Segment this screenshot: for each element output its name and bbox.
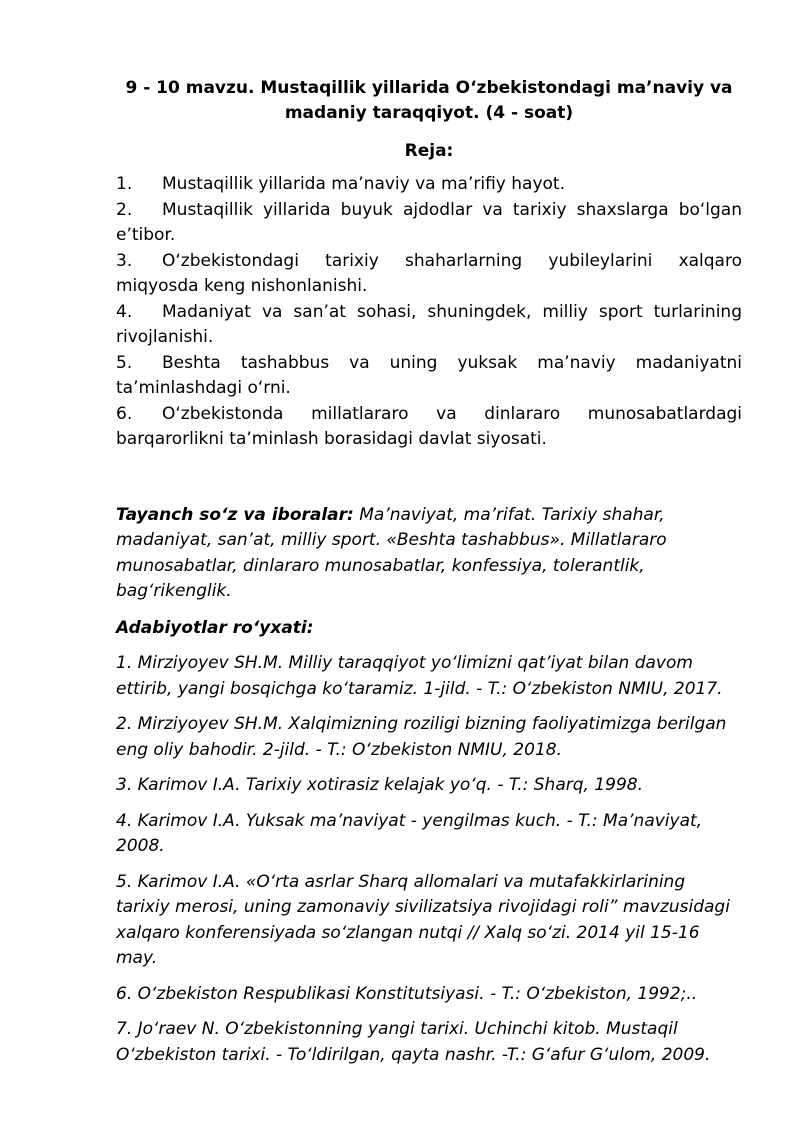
reference-item: 7. Jo‘raev N. O‘zbekistonning yangi tarixi. Uchinchi kitob. Mustaqil O‘zbekiston tarixi. - To‘ldirilgan, qayta nashr. -T.: G‘afur G‘ulom, 2009.: [116, 1019, 711, 1065]
plan-item-number: 3.: [116, 250, 133, 271]
reference-item: 3. Karimov I.A. Tarixiy xotirasiz kelajak yo‘q. - T.: Sharq, 1998.: [116, 775, 644, 795]
plan-item: [116, 249, 742, 300]
plan-item: [116, 172, 742, 198]
plan-item-number: 1.: [116, 174, 133, 194]
plan-item-text: Beshta tashabbus va uning yuksak ma’naviy madaniyatni ta’minlashdagi o‘rni.: [116, 352, 742, 398]
keywords-paragraph: [116, 503, 742, 605]
reference-item: 4. Karimov I.A. Yuksak ma’naviyat - yengilmas kuch. - T.: Ma’naviyat, 2008.: [116, 810, 703, 856]
keywords-text: Ma’naviyat, ma’rifat. Tarixiy shahar, madaniyat, san’at, milliy sport. «Beshta tashabbus». Millatlararo munosabatlar, dinlararo munosabatlar, konfessiya, tolerantlik, bag‘rikenglik.: [116, 504, 667, 601]
keywords-label: Tayanch so‘z va iboralar:: [116, 504, 354, 525]
reference-item: 6. O‘zbekiston Respublikasi Konstitutsiyasi. - T.: O‘zbekiston, 1992;..: [116, 983, 698, 1004]
document-title: 9 - 10 mavzu. Mustaqillik yillarida O‘zbekistondagi ma’naviy va madaniy taraqqiyot. (4 - soat): [125, 78, 733, 123]
plan-item-number: 4.: [116, 301, 133, 322]
plan-item-text: Mustaqillik yillarida buyuk ajdodlar va tarixiy shaxslarga bo‘lgan e’tibor.: [116, 199, 742, 245]
plan-item: [116, 402, 742, 453]
plan-item-text: O‘zbekistondagi tarixiy shaharlarning yubileylarini xalqaro miqyosda keng nishonlanishi.: [116, 250, 742, 296]
plan-item-number: 5.: [116, 352, 133, 373]
reference-item: 1. Mirziyoyev SH.M. Milliy taraqqiyot yo‘limizni qat’iyat bilan davom ettirib, yangi bosqichga ko‘taramiz. 1-jild. - T.: O‘zbekiston NMIU, 2017.: [116, 653, 723, 699]
plan-item-number: 2.: [116, 199, 133, 220]
reference-item: 2. Mirziyoyev SH.M. Xalqimizning roziligi bizning faoliyatimizga berilgan eng oliy bahodir. 2-jild. - T.: O‘zbekiston NMIU, 2018.: [116, 714, 727, 760]
references-list: [116, 651, 742, 1068]
reference-item: 5. Karimov I.A. «O‘rta asrlar Sharq allomalari va mutafakkirlarining tarixiy merosi, uning zamonaviy sivilizatsiya rivojidagi roli” mavzusidagi xalqaro konferensiyada so‘zlangan nutqi // Xalq so‘zi. 2014 yil 15-16 may.: [116, 871, 730, 968]
references-heading: Adabiyotlar ro‘yxati:: [116, 617, 314, 638]
plan-list: [116, 172, 742, 453]
plan-item-text: Mustaqillik yillarida ma’naviy va ma’rifiy hayot.: [162, 174, 565, 194]
plan-item-number: 6.: [116, 403, 133, 424]
plan-item-text: Madaniyat va san’at sohasi, shuningdek, milliy sport turlarining rivojlanishi.: [116, 301, 742, 347]
plan-item: [116, 351, 742, 402]
plan-item-text: O‘zbekistonda millatlararo va dinlararo munosabatlardagi barqarorlikni ta’minlash borasidagi davlat siyosati.: [116, 403, 742, 449]
plan-item: [116, 198, 742, 249]
plan-heading: Reja:: [404, 141, 454, 161]
plan-item: [116, 300, 742, 351]
document-page: [116, 76, 742, 1068]
